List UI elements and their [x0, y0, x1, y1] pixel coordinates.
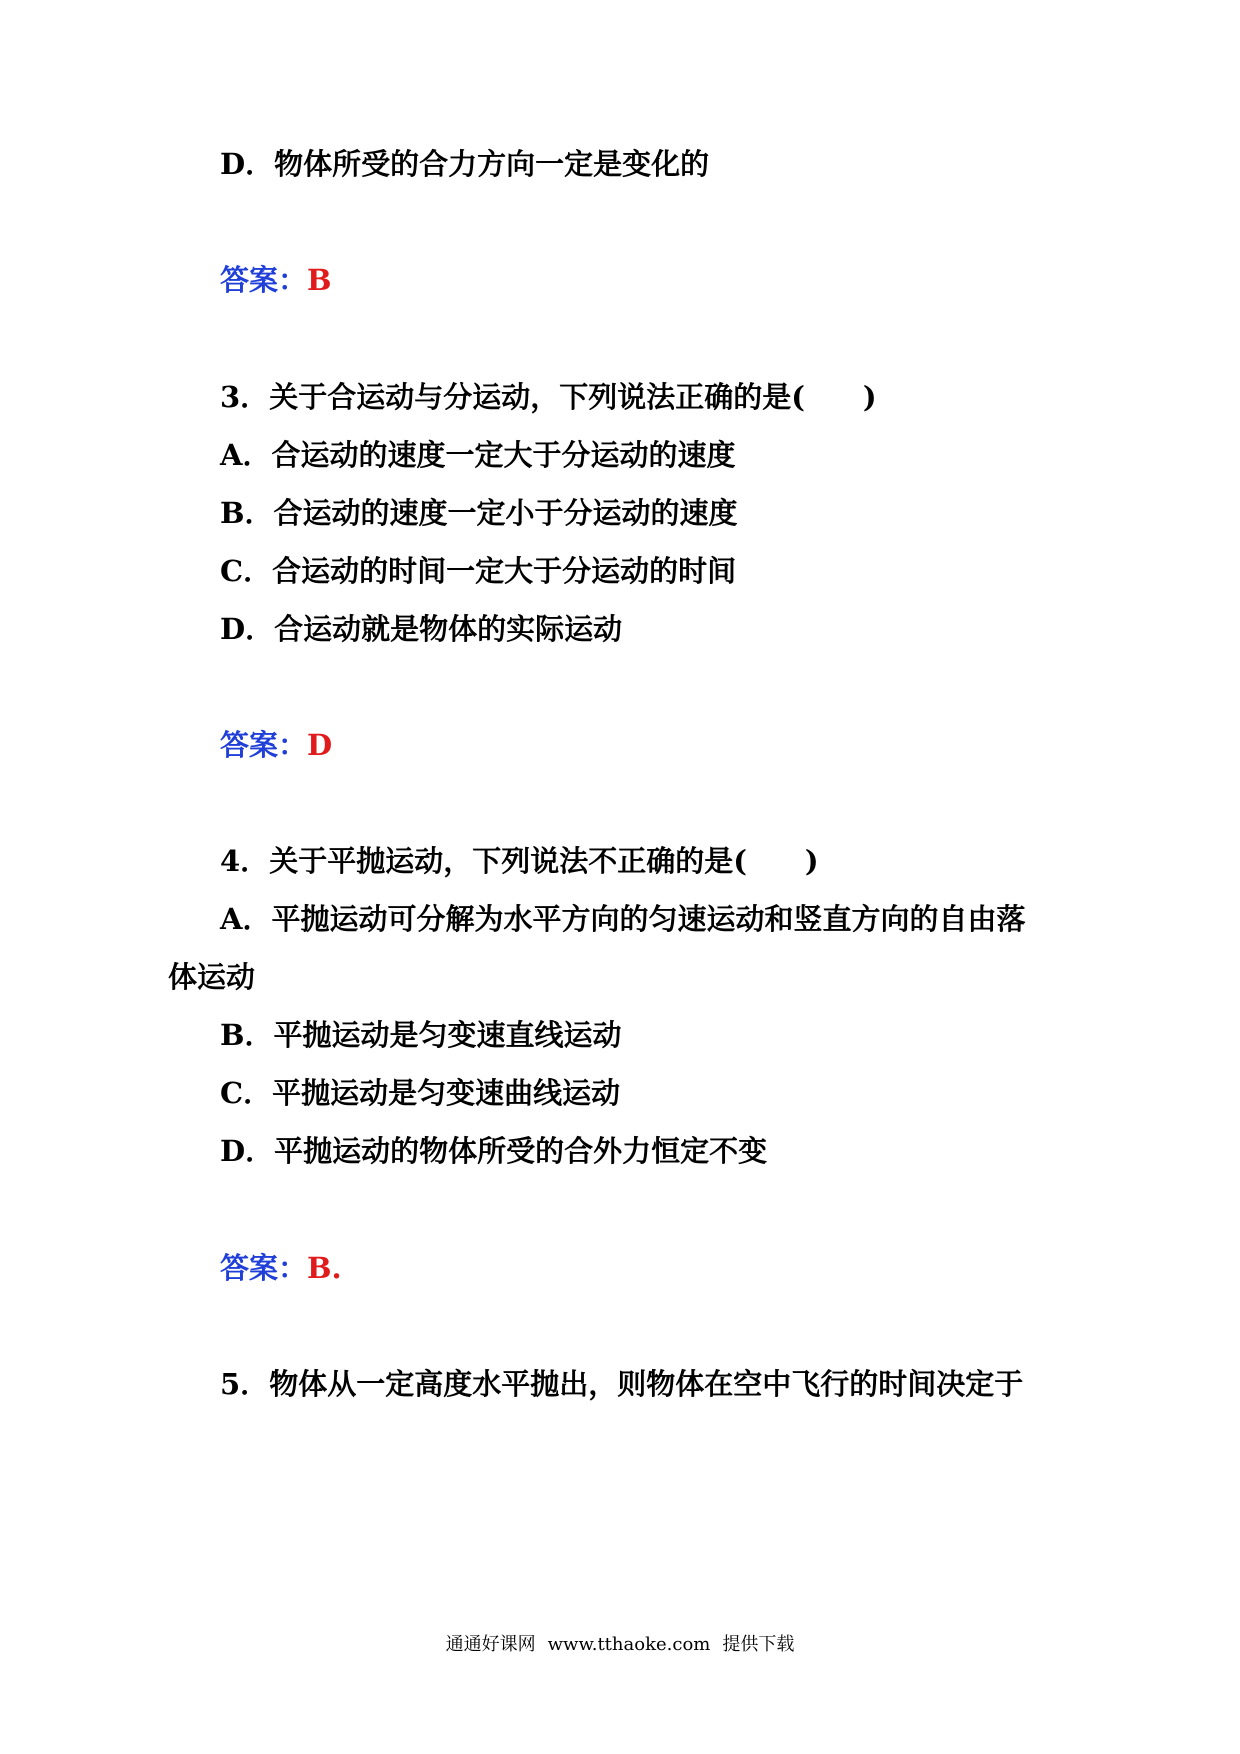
question-4-stem: [220, 842, 819, 880]
question-number: 3．: [220, 380, 270, 414]
answer-line: [220, 726, 332, 764]
question-4-option-c: [220, 1074, 620, 1112]
option-label: B．: [220, 496, 274, 530]
answer-label: 答案：: [220, 263, 308, 297]
footer-note: 提供下载: [722, 1634, 795, 1655]
question-3-option-a: [220, 436, 736, 474]
question-5-stem: [220, 1365, 1023, 1403]
option-text: 平抛运动是匀变速直线运动: [273, 1018, 622, 1052]
option-text: 物体所受的合力方向一定是变化的: [274, 147, 710, 181]
option-label: D．: [220, 612, 275, 646]
question-3-option-c: [220, 552, 736, 590]
question-4-option-d: [220, 1132, 767, 1170]
option-text: 合运动的速度一定大于分运动的速度: [271, 438, 736, 472]
question-number: 5．: [220, 1367, 270, 1401]
page-footer: [0, 1632, 1240, 1658]
question-stem: 关于平抛运动，下列说法不正确的是( ): [269, 844, 819, 878]
option-text: 平抛运动可分解为水平方向的匀速运动和竖直方向的自由落: [271, 902, 1026, 936]
option-label: C．: [220, 554, 273, 588]
option-text: 平抛运动的物体所受的合外力恒定不变: [274, 1134, 768, 1168]
option-label: D．: [220, 147, 275, 181]
option-label: C．: [220, 1076, 273, 1110]
question-stem: 物体从一定高度水平抛出，则物体在空中飞行的时间决定于: [269, 1367, 1024, 1401]
question-3-option-b: [220, 494, 738, 532]
option-d-prev: [220, 145, 709, 183]
answer-value: D: [307, 728, 333, 762]
question-4-option-b: [220, 1016, 622, 1054]
answer-label: 答案：: [220, 728, 308, 762]
answer-value: B.: [307, 1251, 342, 1285]
option-label: A．: [220, 902, 272, 936]
question-number: 4．: [220, 844, 270, 878]
answer-line: [220, 261, 332, 299]
question-3-option-d: [220, 610, 622, 648]
option-text: 合运动就是物体的实际运动: [274, 612, 623, 646]
option-label: D．: [220, 1134, 275, 1168]
option-label: A．: [220, 438, 272, 472]
answer-line: [220, 1249, 342, 1287]
question-4-option-a: [220, 900, 1026, 938]
answer-value: B: [307, 263, 332, 297]
footer-site-name: 通通好课网: [445, 1634, 536, 1655]
question-3-stem: [220, 378, 877, 416]
question-4-option-a-continuation: [168, 958, 255, 996]
option-text: 平抛运动是匀变速曲线运动: [272, 1076, 621, 1110]
answer-label: 答案：: [220, 1251, 308, 1285]
question-stem: 关于合运动与分运动，下列说法正确的是( ): [269, 380, 877, 414]
footer-url[interactable]: www.tthaoke.com: [547, 1634, 711, 1655]
option-text-continuation: 体运动: [168, 960, 256, 994]
option-label: B．: [220, 1018, 274, 1052]
option-text: 合运动的时间一定大于分运动的时间: [272, 554, 737, 588]
option-text: 合运动的速度一定小于分运动的速度: [273, 496, 738, 530]
